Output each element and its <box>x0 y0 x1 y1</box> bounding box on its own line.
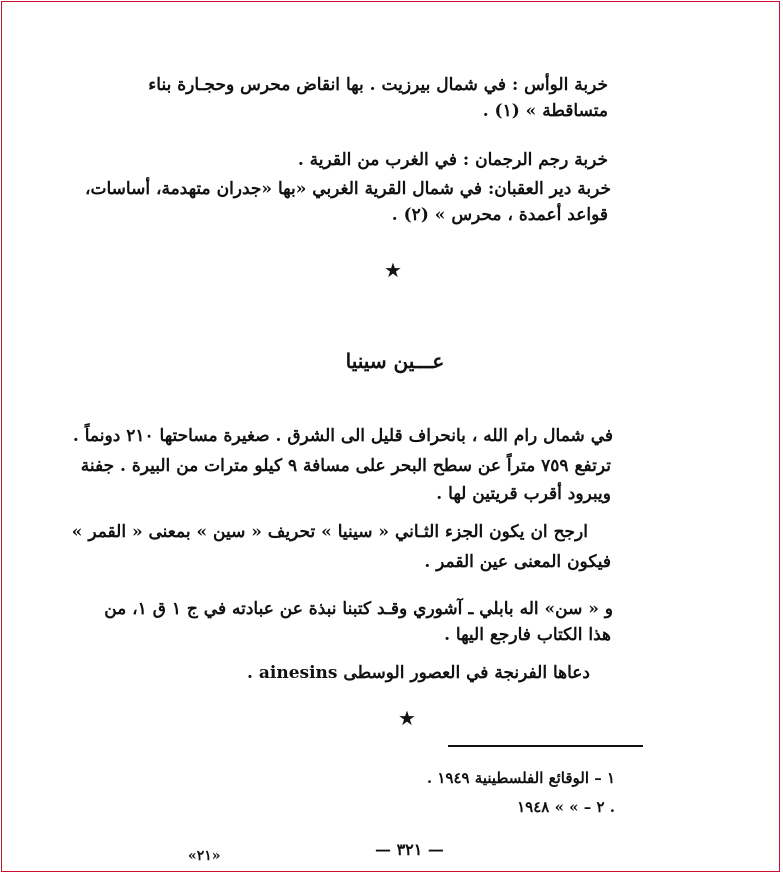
footnote-rule <box>448 745 643 747</box>
page-number: — ٣٢١ — <box>375 840 444 859</box>
section-title: عـــين سينيا <box>345 349 445 373</box>
paragraph-line: ترتفع ٧٥٩ متراً عن سطح البحر على مسافة ٩ كيلو مترات من البيرة . جفنة <box>80 456 611 476</box>
paragraph-line: ارجح ان يكون الجزء الثـاني « سينيا » تحريف « سين » بمعنى « القمر » <box>71 522 588 542</box>
entry-khirbat-deir <box>85 178 611 200</box>
entry-text: : في شمال القرية الغربي «بها «جدران متهدمة، أساسات، <box>84 179 495 199</box>
entry-text: متساقطة » (١) . <box>482 101 608 121</box>
paragraph-line: هذا الكتاب فارجع اليها . <box>444 625 611 645</box>
entry-khirbat-al-ras-cont <box>483 100 608 122</box>
entry-label: خربة الوأس <box>524 75 608 95</box>
paragraph-line: فيكون المعنى عين القمر . <box>424 552 611 572</box>
entry-khirbat-rujm <box>298 149 608 171</box>
entry-label: خربة دير العقبان <box>494 179 611 199</box>
corner-number: «٢١» <box>188 848 221 864</box>
entry-text: : في الغرب من القرية . <box>297 150 476 170</box>
entry-label: خربة رجم الرجمان <box>475 150 608 170</box>
star-separator: ★ <box>398 706 416 730</box>
paragraph-line: و « سن» اله بابلي ـ آشوري وقـد كتبنا نبذة عن عبادته في ج ١ ق ١، من <box>104 599 613 619</box>
entry-text: قواعد أعمدة ، محرس » (٢) . <box>391 205 608 225</box>
entry-khirbat-deir-cont <box>392 204 608 226</box>
footnote-1: ١ – الوقائع الفلسطينية ١٩٤٩ . <box>426 769 615 787</box>
star-separator: ★ <box>384 258 402 282</box>
footnote-2: ٢ – » » ١٩٤٨ . <box>517 798 615 816</box>
entry-khirbat-al-ras <box>148 74 608 96</box>
entry-text: : في شمال بيرزيت . بها انقاض محرس وحجـارة بناء <box>148 75 525 95</box>
paragraph-line: دعاها الفرنجة في العصور الوسطى ainesins . <box>247 663 590 683</box>
paragraph-line: ويبرود أقرب قريتين لها . <box>436 484 611 504</box>
paragraph-line: في شمال رام الله ، بانحراف قليل الى الشرق . صغيرة مساحتها ٢١٠ دونماً . <box>72 426 613 446</box>
